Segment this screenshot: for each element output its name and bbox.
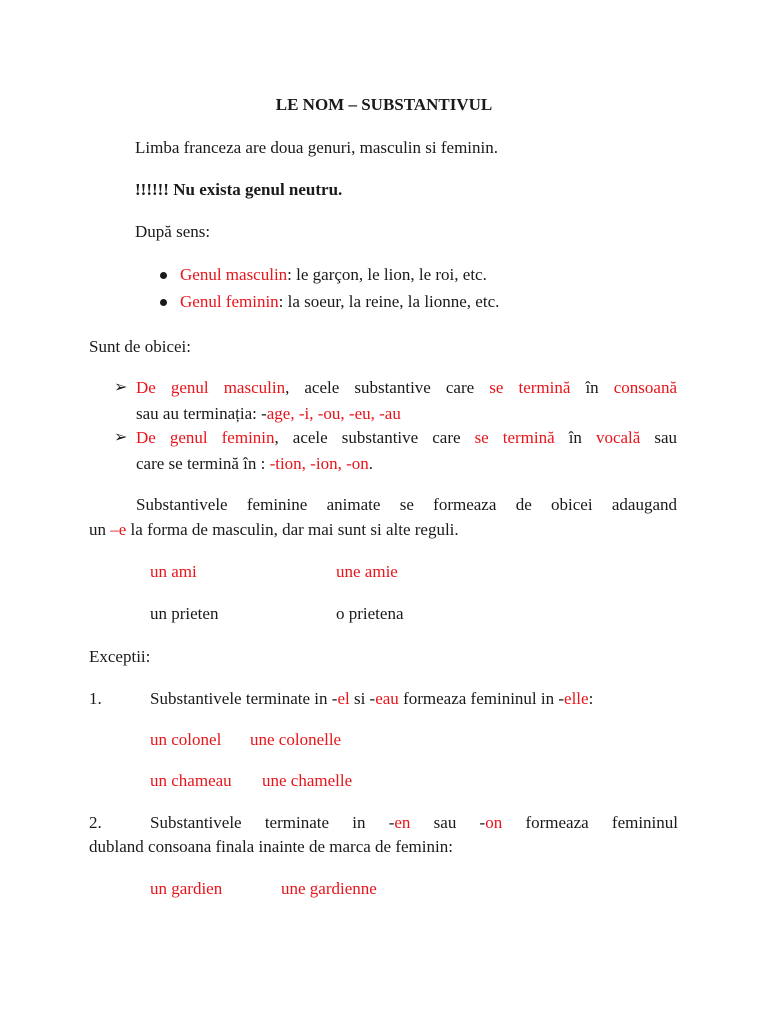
exception-text: formeaza femininul in - — [398, 689, 565, 708]
rule-feminine-line1 — [114, 428, 677, 448]
list-item — [180, 265, 487, 285]
exception-text: formeaza femininul — [502, 813, 679, 832]
feminine-para-line2 — [89, 520, 459, 540]
rule-label: De genul feminin — [136, 428, 275, 447]
rule-text: în — [570, 378, 614, 397]
rule-highlight: vocală — [595, 428, 641, 447]
exception1-example-fem: une chamelle — [262, 771, 353, 790]
exception2-line1 — [150, 813, 678, 833]
exception1-number: 1. — [89, 689, 102, 708]
usually-label: Sunt de obicei: — [89, 337, 191, 356]
exception-text: sau - — [410, 813, 486, 832]
bullet-icon — [160, 272, 167, 279]
exception-highlight: el — [337, 689, 350, 708]
sense-label: Genul masculin — [180, 265, 288, 284]
exception-highlight: eau — [375, 689, 399, 708]
exception-highlight: en — [394, 813, 411, 832]
exception-text: Substantivele terminate in - — [150, 813, 395, 832]
sense-text: : la soeur, la reine, la lionne, etc. — [278, 292, 500, 311]
rule-feminine-line2 — [136, 454, 373, 474]
exception2-line2: dubland consoana finala inainte de marca de feminin: — [89, 837, 453, 856]
exception-highlight: on — [485, 813, 503, 832]
rule-text: sau au terminația: - — [136, 404, 267, 423]
example-fr-masc: un ami — [150, 562, 197, 581]
rule-text: în — [554, 428, 596, 447]
rule-text: , acele substantive care — [285, 378, 490, 397]
rule-masculine-line1 — [114, 378, 677, 398]
rule-highlight: se termină — [474, 428, 555, 447]
rule-highlight: consoană — [613, 378, 677, 397]
sense-label: Genul feminin — [180, 292, 279, 311]
intro-by-meaning: După sens: — [135, 222, 211, 241]
exception2-example-fem: une gardienne — [281, 879, 377, 898]
rule-highlight: age, -i, -ou, -eu, -au — [266, 404, 401, 423]
para-highlight: –e — [110, 520, 127, 539]
feminine-para-line1: Substantivele feminine animate se formeaza de obicei adaugand — [136, 495, 677, 514]
intro-no-neuter: !!!!!! Nu exista genul neutru. — [135, 180, 343, 199]
bullet-icon — [160, 299, 167, 306]
exceptions-label: Exceptii: — [89, 647, 151, 666]
exception1-example-fem: une colonelle — [250, 730, 342, 749]
intro-genders: Limba franceza are doua genuri, masculin si feminin. — [135, 138, 498, 157]
example-ro-masc: un prieten — [150, 604, 219, 623]
rule-text: sau — [640, 428, 677, 447]
exception2-number: 2. — [89, 813, 102, 832]
rule-masculine-line2 — [136, 404, 401, 424]
arrow-bullet-icon: ➢ — [114, 429, 128, 446]
list-item — [180, 292, 499, 312]
example-ro-fem: o prietena — [336, 604, 404, 623]
sense-text: : le garçon, le lion, le roi, etc. — [287, 265, 487, 284]
exception1-example-masc: un chameau — [150, 771, 232, 790]
exception-text: : — [588, 689, 594, 708]
arrow-bullet-icon: ➢ — [114, 379, 128, 396]
para-text: la forma de masculin, dar mai sunt si alte reguli. — [126, 520, 459, 539]
exception-highlight: elle — [564, 689, 589, 708]
rule-highlight: se termină — [489, 378, 571, 397]
exception1-example-masc: un colonel — [150, 730, 222, 749]
rule-label: De genul masculin — [136, 378, 286, 397]
rule-text: , acele substantive care — [274, 428, 475, 447]
para-text: un — [89, 520, 111, 539]
rule-text: . — [368, 454, 373, 473]
page-title: LE NOM – SUBSTANTIVUL — [275, 95, 493, 114]
exception-text: si - — [349, 689, 376, 708]
exception1-text — [150, 689, 593, 709]
rule-text: care se termină în : — [136, 454, 270, 473]
rule-highlight: -tion, -ion, -on — [269, 454, 369, 473]
exception2-example-masc: un gardien — [150, 879, 223, 898]
example-fr-fem: une amie — [336, 562, 398, 581]
exception-text: Substantivele terminate in - — [150, 689, 338, 708]
